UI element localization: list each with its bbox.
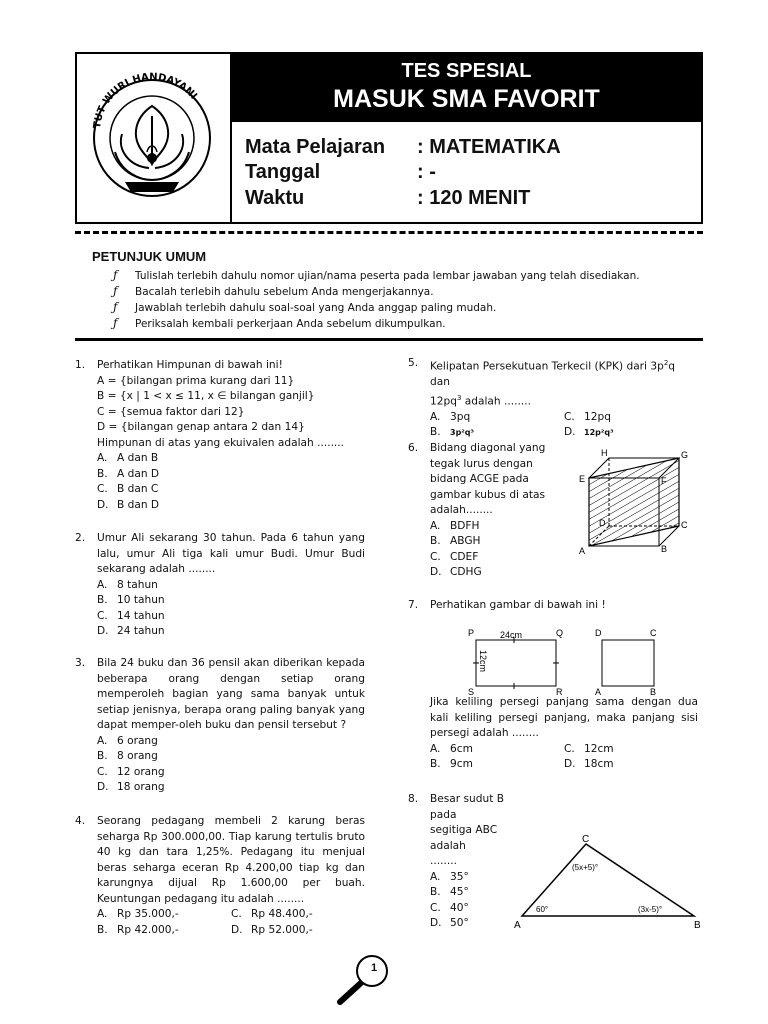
instruction-item <box>113 268 640 282</box>
answer-option[interactable]: A. A dan B <box>97 452 159 464</box>
vertex-label: S <box>468 687 475 697</box>
vertex-label: E <box>579 474 586 484</box>
answer-option[interactable]: B. A dan D <box>97 467 160 480</box>
answer-option[interactable]: A. 6 orang <box>97 734 158 747</box>
answer-option[interactable]: B. 8 orang <box>97 750 158 762</box>
vertex-label: G <box>681 450 689 460</box>
tut-wuri-handayani-logo <box>77 54 228 220</box>
question-line: bidang ACGE pada <box>430 473 529 485</box>
vertex-label: B <box>661 544 668 554</box>
instruction-text: Tulislah terlebih dahulu nomor ujian/nama peserta pada lembar jawaban yang telah disediakan. <box>135 270 640 282</box>
question-text: Perhatikan gambar di bawah ini ! <box>430 599 606 611</box>
question-3 <box>75 656 365 796</box>
question-number: 7. <box>408 599 419 611</box>
cube-diagram <box>575 444 695 559</box>
vertex-label: C <box>582 834 590 845</box>
angle-label: (3x-5)° <box>638 905 663 914</box>
answer-option[interactable]: A. 35° <box>430 870 469 883</box>
bullet-icon: ƒ <box>113 268 118 282</box>
logo-text: TUT WURI HANDAYANI <box>92 71 199 130</box>
vertex-label: B <box>694 920 701 931</box>
vertex-label: A <box>579 546 586 556</box>
answer-option[interactable]: C. B dan C <box>97 483 159 495</box>
instruction-text: Jawablah terlebih dahulu soal-soal yang Anda anggap paling mudah. <box>135 302 497 314</box>
vertex-label: A <box>595 687 602 697</box>
answer-option[interactable]: A. 8 tahun <box>97 578 158 591</box>
question-line: tegak lurus dengan <box>430 457 533 470</box>
answer-option[interactable]: D. 50° <box>430 917 469 929</box>
question-number: 4. <box>75 815 86 827</box>
instruction-item <box>113 300 496 314</box>
date-label: Tanggal <box>245 161 321 183</box>
page-number: 1 <box>370 962 378 974</box>
question-4 <box>75 814 365 938</box>
answer-option[interactable]: B. 45° <box>430 886 469 898</box>
instruction-item <box>113 284 434 298</box>
question-1 <box>75 358 365 513</box>
dimension-label: 24cm <box>500 630 523 640</box>
answer-option[interactable]: B. ABGH <box>430 535 481 547</box>
answer-option[interactable]: C. Rp 48.400,- <box>231 908 313 920</box>
question-number: 8. <box>408 793 419 805</box>
answer-option[interactable]: A. 6cm <box>430 742 473 755</box>
vertex-label: F <box>661 476 667 486</box>
question-text: Kelipatan Persekutuan Terkecil (KPK) dari $3p^2q$ dan <box>430 359 676 389</box>
angle-label: 60° <box>536 905 549 914</box>
info-row-date <box>245 161 436 184</box>
vertex-label: A <box>514 920 521 931</box>
question-line: B = {x | 1 < x ≤ 11, x ∈ bilangan ganjil} <box>97 390 315 402</box>
exam-title-line2: MASUK SMA FAVORIT <box>333 85 600 113</box>
question-text: Jika keliling persegi panjang sama dengan dua kali keliling persegi panjang, maka panjang sisi persegi adalah ........ <box>430 696 698 739</box>
subject-label: Mata Pelajaran <box>245 136 386 158</box>
bullet-icon: ƒ <box>113 316 118 330</box>
answer-option[interactable]: D. 18 orang <box>97 781 165 793</box>
instructions-heading: PETUNJUK UMUM <box>92 249 207 264</box>
question-line: Bidang diagonal yang <box>430 442 546 454</box>
vertex-label: C <box>681 520 688 530</box>
exam-header <box>75 52 703 224</box>
title-band <box>232 54 701 122</box>
date-value: : - <box>417 161 436 183</box>
question-number: 2. <box>75 532 86 544</box>
answer-option[interactable]: C. 40° <box>430 901 469 914</box>
question-line: A = {bilangan prima kurang dari 11} <box>97 374 295 387</box>
answer-option[interactable]: A. BDFH <box>430 519 480 532</box>
question-6 <box>408 441 578 581</box>
bullet-icon: ƒ <box>113 300 118 314</box>
vertex-label: Q <box>556 628 564 638</box>
answer-option[interactable]: D. 12p²q³ <box>564 426 614 439</box>
triangle-diagram <box>508 830 708 934</box>
logo-cell <box>77 54 232 222</box>
magnifier-icon <box>330 952 400 1012</box>
question-line: gambar kubus di atas <box>430 488 546 501</box>
answer-option[interactable]: A. 3pq <box>430 410 471 423</box>
answer-option[interactable]: B. 9cm <box>430 758 473 770</box>
answer-option[interactable]: B. 10 tahun <box>97 594 165 606</box>
instruction-item <box>113 316 446 330</box>
question-line: Besar sudut B pada <box>430 793 504 821</box>
instruction-text: Bacalah terlebih dahulu sebelum Anda mengerjakannya. <box>135 286 434 298</box>
answer-option[interactable]: D. B dan D <box>97 498 160 511</box>
vertex-label: P <box>468 628 475 638</box>
svg-text:TUT WURI HANDAYANI <box>92 72 199 129</box>
time-value: : 120 MENIT <box>417 187 531 209</box>
instruction-text: Periksalah kembali perkerjaan Anda sebelum dikumpulkan. <box>135 318 446 330</box>
info-row-subject <box>245 136 561 159</box>
dashed-divider <box>75 231 703 234</box>
exam-title-line1: TES SPESIAL <box>401 60 532 82</box>
bullet-icon: ƒ <box>113 284 118 298</box>
question-line: segitiga ABC adalah <box>430 824 498 852</box>
info-row-time <box>245 187 530 210</box>
answer-option[interactable]: C. 14 tahun <box>97 609 165 622</box>
answer-option[interactable]: D. 24 tahun <box>97 625 165 637</box>
solid-divider <box>75 338 703 341</box>
question-line: C = {semua faktor dari 12} <box>97 405 245 418</box>
question-line: D = {bilangan genap antara 2 dan 14} <box>97 421 305 433</box>
question-line: Himpunan di atas yang ekuivalen adalah ........ <box>97 436 345 449</box>
question-number: 5. <box>408 357 419 369</box>
vertex-label: C <box>650 628 657 638</box>
answer-option[interactable]: D. CDHG <box>430 566 482 578</box>
vertex-label: D <box>595 628 602 638</box>
question-line: adalah........ <box>430 504 493 516</box>
answer-option[interactable]: D. Rp 52.000,- <box>231 923 313 936</box>
answer-option[interactable]: A. Rp 35.000,- <box>97 908 179 920</box>
vertex-label: B <box>650 687 657 697</box>
answer-option[interactable]: C. 12 orang <box>97 765 165 778</box>
answer-option[interactable]: C. 12cm <box>564 742 614 755</box>
angle-label: (5x+5)° <box>572 863 599 872</box>
question-number: 6. <box>408 442 419 454</box>
answer-option[interactable]: C. 12pq <box>564 410 611 423</box>
question-line: ........ <box>430 855 457 867</box>
vertex-label: D <box>599 518 606 528</box>
answer-option[interactable]: D. 18cm <box>564 758 614 770</box>
question-text: Umur Ali sekarang 30 tahun. Pada 6 tahun yang lalu, umur Ali tiga kali umur Budi. Umur Budi sekarang adalah ........ <box>97 532 365 575</box>
question-text: Seorang pedagang membeli 2 karung beras seharga Rp 300.000,00. Tiap karung tertulis bruto 40 kg dan tara 1,25%. Pedagang itu menjual beras seharga eceran Rp 4.200,00 tiap kg dan karungnya dijual Rp 1.600,00 per buah. Keuntungan pedagang itu adalah ........ <box>97 815 365 905</box>
dimension-label: 12cm <box>478 650 488 673</box>
question-2 <box>75 531 365 640</box>
vertex-label: H <box>601 448 608 458</box>
question-5 <box>408 356 698 441</box>
question-number: 1. <box>75 359 86 371</box>
question-line: Perhatikan Himpunan di bawah ini! <box>97 359 283 371</box>
answer-option[interactable]: B. Rp 42.000,- <box>97 923 179 936</box>
answer-option[interactable]: C. CDEF <box>430 550 479 563</box>
question-number: 3. <box>75 657 86 669</box>
time-label: Waktu <box>245 187 305 209</box>
question-text: Bila 24 buku dan 36 pensil akan diberikan kepada beberapa orang dengan setiap orang memperoleh bagian yang sama banyak untuk setiap jenisnya, berapa orang paling banyak yang dapat memper-oleh buku dan pensil tersebut ? <box>97 657 365 731</box>
question-text: $12pq^3$ adalah ........ <box>430 393 531 408</box>
subject-value: : MATEMATIKA <box>417 136 561 158</box>
rectangle-square-diagram <box>462 626 672 698</box>
question-7-body <box>408 695 698 773</box>
answer-option[interactable]: B. 3p²q³ <box>430 426 475 439</box>
question-7 <box>408 598 698 614</box>
vertex-label: R <box>556 687 563 697</box>
